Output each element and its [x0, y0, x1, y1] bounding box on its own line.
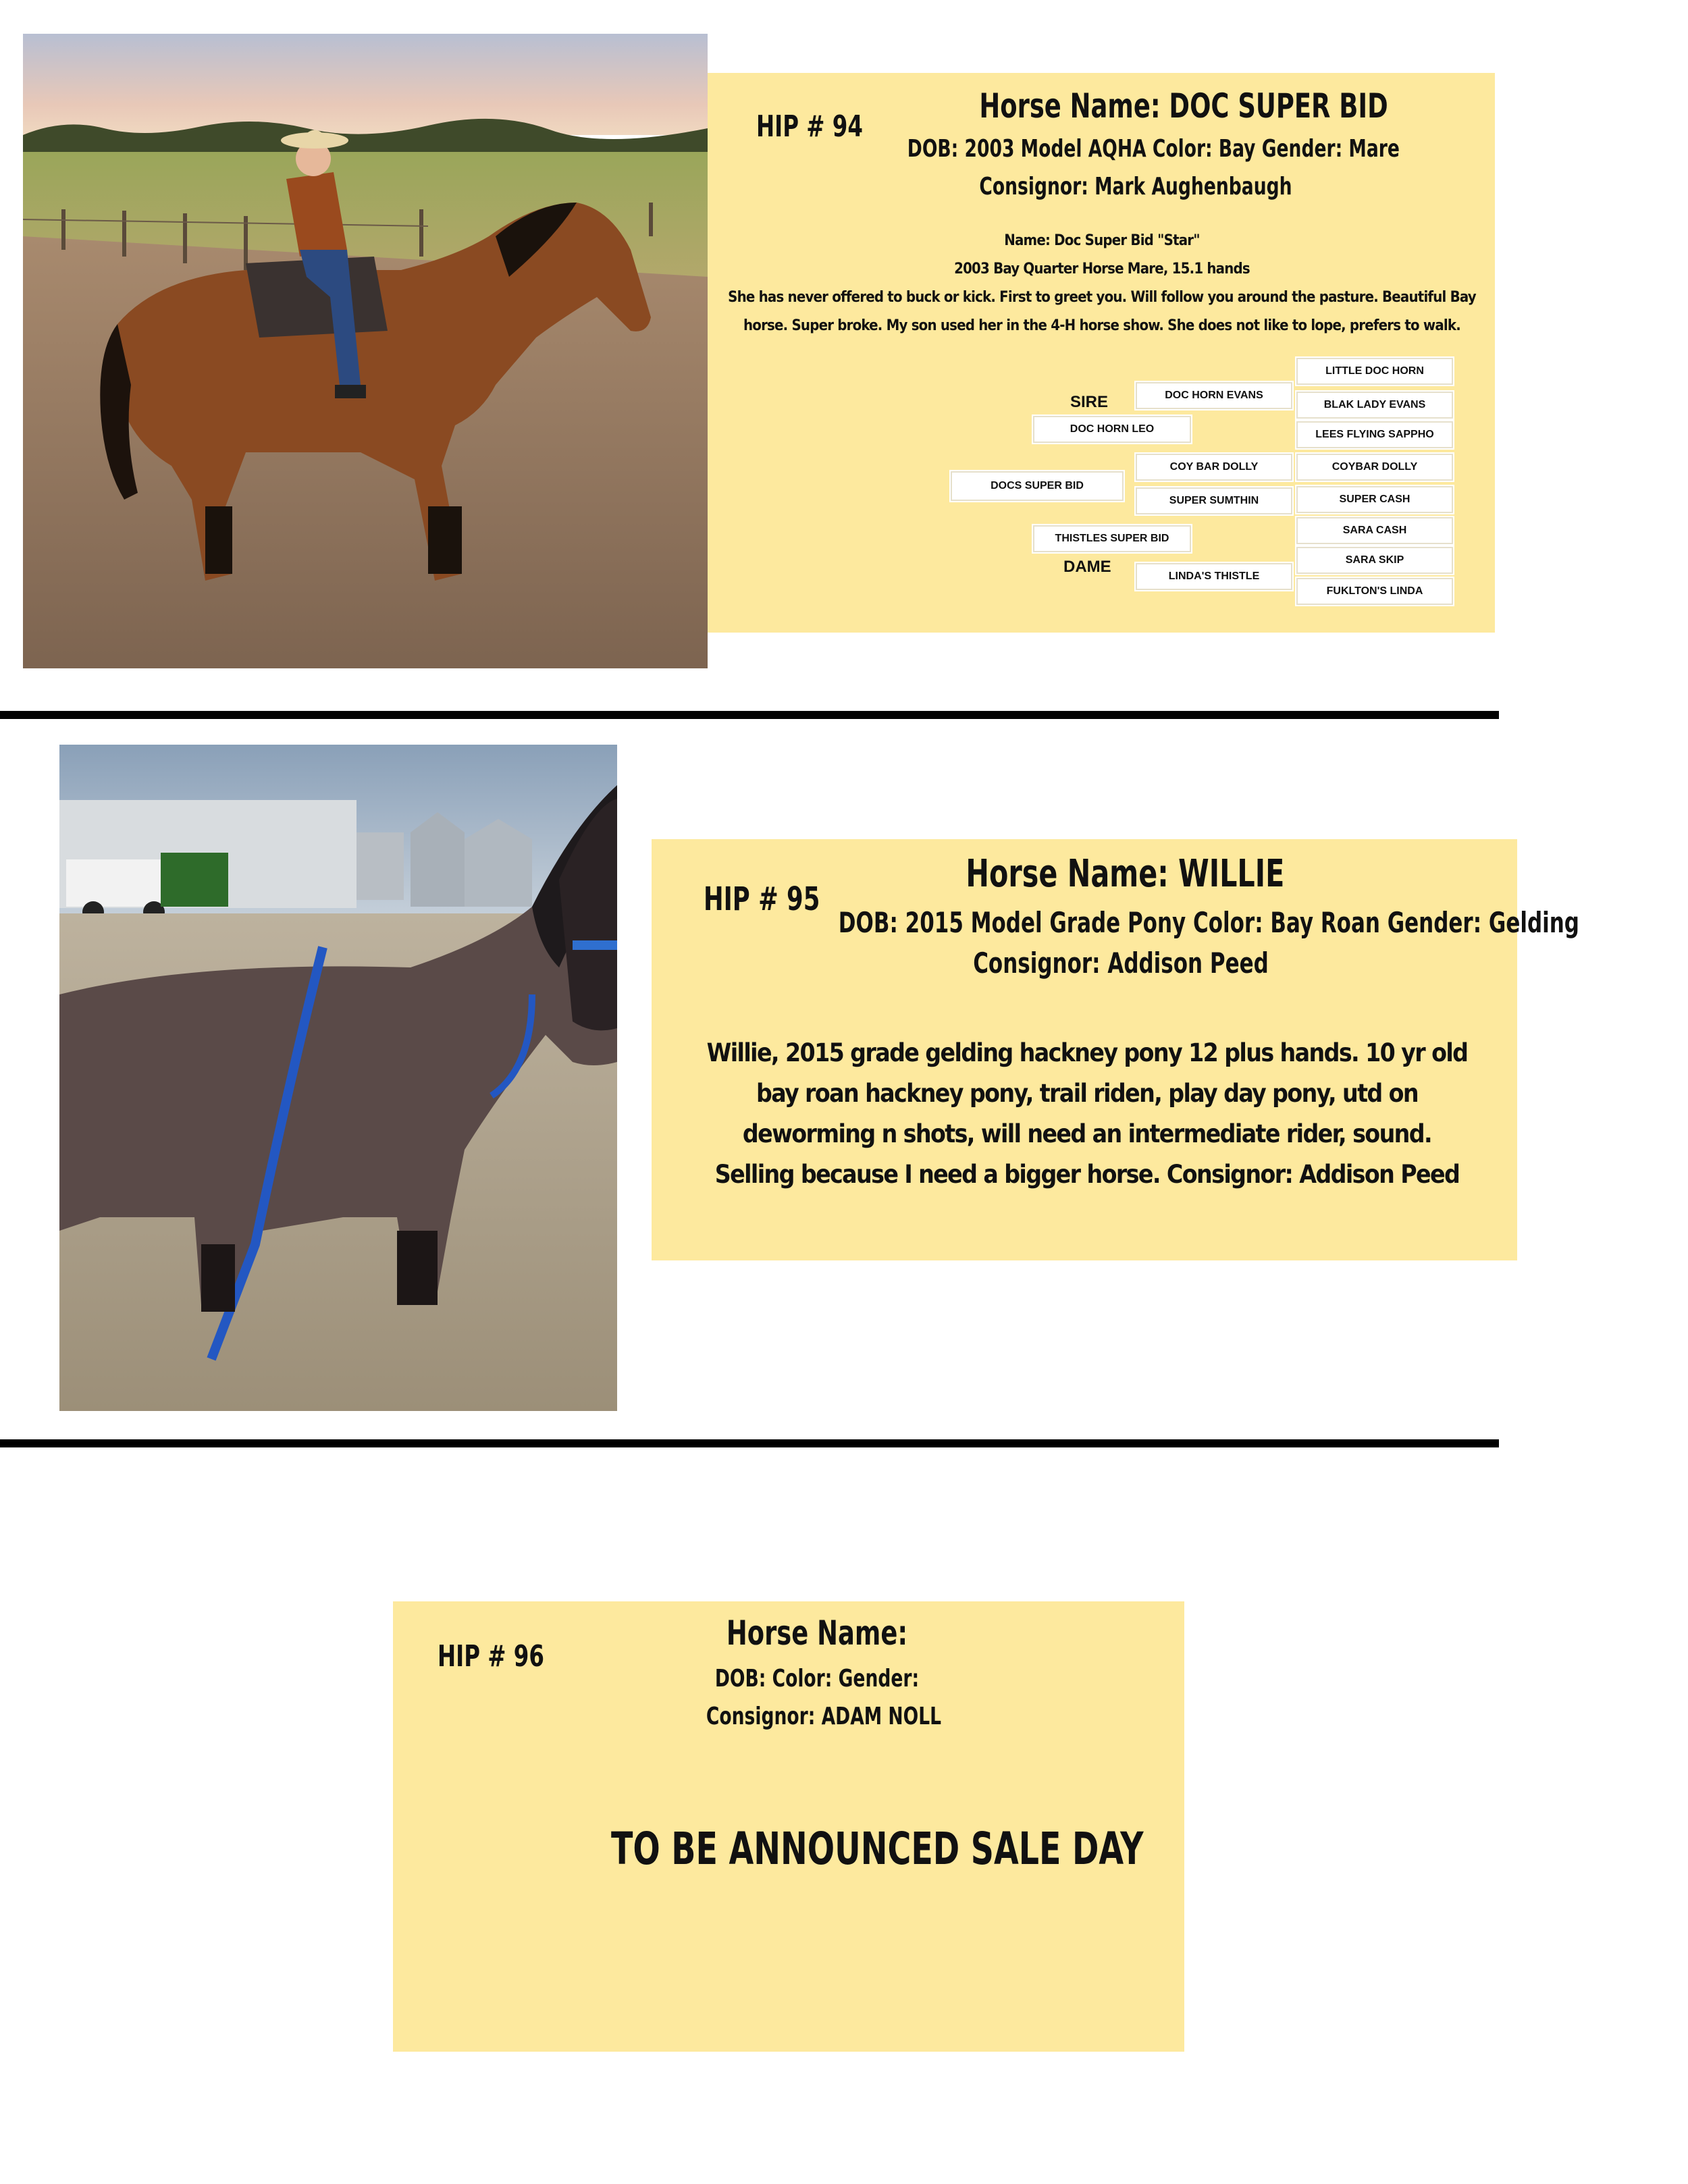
hip94-desc-name: Name: Doc Super Bid "Star": [1004, 232, 1200, 249]
hip94-desc-body: She has never offered to buck or kick. First to greet you. Will follow you around the pasture. Beautiful Bay horse. Super broke. My son used her in the 4-H horse show. She does not like to lope, prefers to walk.: [728, 289, 1476, 334]
hip94-number: HIP # 94: [756, 109, 863, 144]
pedigree-sire-label: SIRE: [1070, 393, 1109, 411]
hip95-consignor: Consignor: Addison Peed: [973, 947, 1269, 980]
hip96-number: HIP # 96: [438, 1639, 544, 1674]
pedigree-dam-sire: SUPER SUMTHIN: [1136, 487, 1292, 514]
hip95-number: HIP # 95: [704, 880, 820, 918]
hip96-tba-notice: TO BE ANNOUNCED SALE DAY: [611, 1823, 1144, 1875]
hip96-horse-name: Horse Name:: [726, 1614, 908, 1653]
rider-on-horse-image: [23, 34, 708, 668]
divider-rule: [0, 711, 1499, 719]
hip94-description: [710, 227, 1494, 340]
hip94-desc-breed: 2003 Bay Quarter Horse Mare, 15.1 hands: [954, 261, 1250, 277]
hip94-photo: [23, 34, 708, 668]
pedigree-gen3-item: COYBAR DOLLY: [1296, 454, 1453, 481]
pedigree-dam-dam: LINDA'S THISTLE: [1136, 563, 1292, 590]
pedigree-sire-sire: DOC HORN EVANS: [1136, 382, 1292, 409]
pedigree-gen3-item: BLAK LADY EVANS: [1296, 392, 1453, 419]
pony-image: [59, 745, 617, 1411]
pedigree-dam: THISTLES SUPER BID: [1033, 525, 1191, 552]
hip96-dob-line: DOB: Color: Gender:: [714, 1665, 920, 1693]
pedigree-dam-label: DAME: [1063, 558, 1111, 576]
hip95-description: Willie, 2015 grade gelding hackney pony 12 plus hands. 10 yr old bay roan hackney pony, trail riden, play day pony, utd on deworming n shots, will need an intermediate rider, sound. Selling because I need a bigger horse. Consignor: Addison Peed: [706, 1038, 1468, 1189]
pedigree-gen3-item: SARA SKIP: [1296, 547, 1453, 574]
hip94-consignor: Consignor: Mark Aughenbaugh: [979, 173, 1292, 201]
hip96-consignor: Consignor: ADAM NOLL: [706, 1703, 942, 1730]
pedigree-gen3-item: FUKLTON'S LINDA: [1296, 578, 1453, 605]
pedigree-gen3-item: SUPER CASH: [1296, 486, 1453, 513]
pedigree-subject: DOCS SUPER BID: [951, 471, 1124, 501]
pedigree-sire: DOC HORN LEO: [1033, 416, 1191, 443]
pedigree-sire-dam: COY BAR DOLLY: [1136, 454, 1292, 481]
pedigree-gen3-item: LITTLE DOC HORN: [1296, 358, 1453, 385]
hip94-horse-name: Horse Name: DOC SUPER BID: [979, 86, 1388, 126]
hip94-dob-line: DOB: 2003 Model AQHA Color: Bay Gender: Mare: [907, 135, 1400, 163]
hip95-dob-line: DOB: 2015 Model Grade Pony Color: Bay Roan Gender: Gelding: [838, 906, 1579, 939]
divider-rule: [0, 1439, 1499, 1447]
hip95-horse-name: Horse Name: WILLIE: [966, 852, 1285, 896]
pedigree-gen3-item: SARA CASH: [1296, 517, 1453, 544]
hip95-photo: [59, 745, 617, 1411]
pedigree-gen3-item: LEES FLYING SAPPHO: [1296, 421, 1453, 448]
